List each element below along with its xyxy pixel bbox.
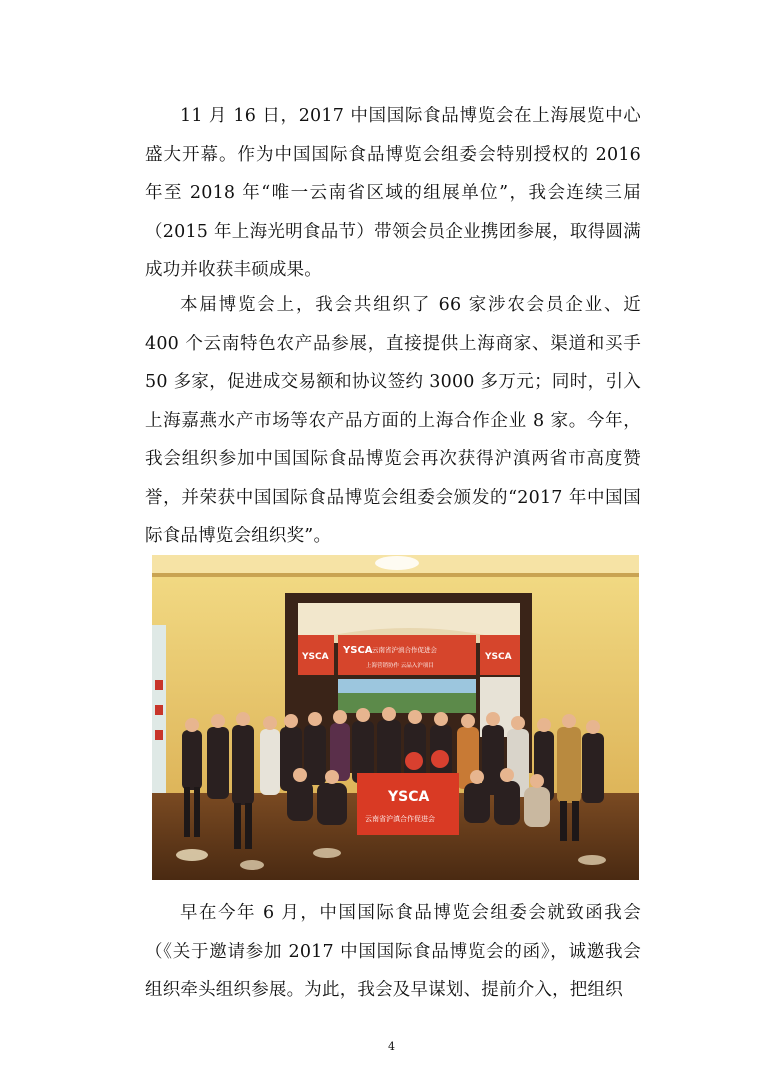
group-photo [152, 555, 639, 880]
paragraph-2: 本届博览会上，我会共组织了 66 家涉农会员企业、近 400 个云南特色农产品参展，直接提供上海商家、渠道和买手 50 多家，促进成交易额和协议签约 3000 多万元；同时，引入上海嘉燕水产市场等农产品方面的上海合作企业 8 家。今年，我会组织参加中国国际食品博览会再次获得沪滇两省市高度赞誉，并荣获中国国际食品博览会组委会颁发的“2017 年中国国际食品博览会组织奖”。 [145, 295, 641, 546]
banner-logo: YSCA [388, 789, 430, 805]
paragraph-1: 11 月 16 日，2017 中国国际食品博览会在上海展览中心盛大开幕。作为中国国际食品博览会组委会特别授权的 2016 年至 2018 年“唯一云南省区域的组展单位”，我会连续三届（2015 年上海光明食品节）带领会员企业携团参展，取得圆满成功并收获丰硕成果。 [145, 106, 641, 280]
paragraph-3: 早在今年 6 月，中国国际食品博览会组委会就致函我会（《关于邀请参加 2017 中国国际食品博览会的函》，诚邀我会组织牵头组织参展。为此，我会及早谋划、提前介入，把组织 [145, 903, 641, 1000]
sign-logo-left: YSCA [302, 652, 329, 662]
sign-subtitle: 上海营销协作 云品入沪项目 [366, 663, 434, 669]
banner-subtitle: 云南省沪滇合作促进会 [365, 815, 435, 823]
sign-logo-center: YSCA [343, 645, 373, 656]
sign-title: 云南省沪滇合作促进会 [372, 646, 437, 654]
page-number: 4 [388, 1040, 395, 1053]
sign-logo-right: YSCA [485, 652, 512, 662]
